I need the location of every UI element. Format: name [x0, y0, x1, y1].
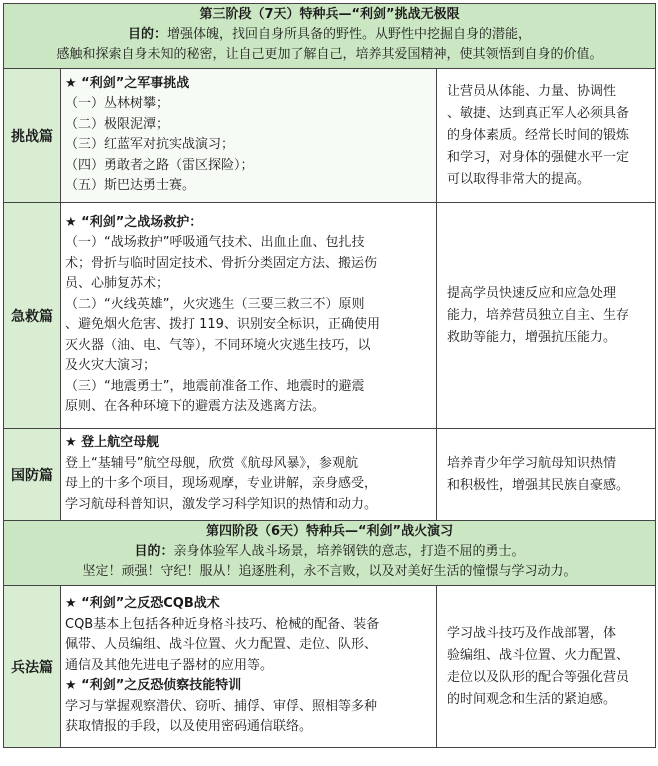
- list-item: （四）勇敢者之路（雷区探险）；: [65, 157, 254, 173]
- desc-line: 的时间观念和生活的紧迫感。: [447, 691, 617, 707]
- stage3-header-row: [4, 4, 656, 69]
- stage3-goal-text-1: 增强体魄，找回自身所具备的野性。从野性中挖掘自身的潜能，: [167, 27, 532, 42]
- table-row: [4, 429, 656, 521]
- stage4-goal-label: 目的：: [134, 544, 174, 559]
- list-item: 学习与掌握观察潜伏、窃听、捕俘、审俘、照相等多种: [65, 698, 378, 714]
- list-item: 登上“基辅号”航空母舰，欣赏《航母风暴》，参观航: [65, 455, 358, 471]
- first-aid-heading: ★ “利剑”之战场救护：: [65, 214, 203, 230]
- list-item: 佩带、人员编组、战斗位置、火力配置、走位、队形、: [65, 637, 378, 653]
- desc-line: 和积极性，增强其民族自豪感。: [447, 477, 630, 493]
- tactics-content: [61, 586, 437, 748]
- stage4-title: 第四阶段（6天）特种兵—“利剑”战火演习: [205, 524, 454, 539]
- desc-line: 走位以及队形的配合等强化营员: [447, 669, 630, 685]
- desc-line: 、敏捷、达到真正军人必须具备: [447, 105, 630, 121]
- stage3-goal-label: 目的：: [127, 27, 167, 42]
- list-item: 通信及其他先进电子器材的应用等。: [65, 657, 274, 673]
- list-item: （一）“战场救护”呼吸通气技术、出血止血、包扎技: [65, 235, 365, 250]
- table-row: [4, 69, 656, 203]
- list-item: 、避免烟火危害、拨打 119、识别安全标识，正确使用: [65, 317, 380, 332]
- stage4-header: [4, 521, 656, 586]
- table-row: [4, 586, 656, 748]
- challenge-heading: ★ “利剑”之军事挑战: [65, 75, 190, 91]
- list-item: 术；骨折与临时固定技术、骨折分类固定方法、搬运伤: [65, 255, 378, 271]
- camp-schedule-table: [3, 3, 656, 748]
- desc-line: 的身体素质。经常长时间的锻炼: [447, 127, 630, 143]
- recon-heading: ★ “利剑”之反恐侦察技能特训: [65, 678, 242, 694]
- row-label-tactics: 兵法篇: [4, 586, 61, 748]
- national-defense-heading: ★ 登上航空母舰: [65, 435, 160, 450]
- desc-line: 和学习，对身体的强健水平一定: [447, 149, 630, 165]
- row-label-first-aid: 急救篇: [4, 203, 61, 429]
- national-defense-description: [437, 429, 656, 521]
- challenge-description: [437, 69, 656, 203]
- list-item: （二）极限泥潭；: [65, 116, 170, 132]
- national-defense-content: [61, 429, 437, 521]
- stage4-goal-line-2: 坚定！顽强！守纪！服从！追逐胜利，永不言败，以及对美好生活的憧憬与学习动力。: [82, 564, 577, 579]
- list-item: 母上的十多个项目，现场观摩，专业讲解，亲身感受，: [65, 476, 378, 491]
- first-aid-content: [61, 203, 437, 429]
- desc-line: 让营员从体能、力量、协调性: [447, 83, 617, 99]
- desc-line: 培养青少年学习航母知识热情: [447, 455, 617, 471]
- list-item: （五）斯巴达勇士赛。: [65, 178, 196, 193]
- list-item: （一）丛林树攀；: [65, 96, 170, 111]
- desc-line: 验编组、战斗位置、火力配置、: [447, 647, 630, 663]
- list-item: （二）“火线英雄”，火灾逃生（三要三救三不）原则: [65, 296, 365, 312]
- desc-line: 学习战斗技巧及作战部署，体: [447, 625, 617, 641]
- row-label-national-defense: 国防篇: [4, 429, 61, 521]
- list-item: 及火灾大演习；: [65, 358, 157, 373]
- cqb-heading: ★ “利剑”之反恐CQB战术: [65, 596, 220, 612]
- list-item: （三）红蓝军对抗实战演习；: [65, 137, 235, 152]
- list-item: 学习航母科普知识，激发学习科学知识的热情和动力。: [65, 496, 378, 512]
- tactics-description: [437, 586, 656, 748]
- row-label-challenge: 挑战篇: [4, 69, 61, 203]
- stage4-header-row: [4, 521, 656, 586]
- challenge-content: [61, 69, 437, 203]
- desc-line: 能力，培养营员独立自主、生存: [447, 307, 630, 323]
- list-item: 员、心肺复苏术；: [65, 276, 170, 291]
- desc-line: 提高学员快速反应和应急处理: [447, 285, 617, 301]
- stage3-header: [4, 4, 656, 69]
- list-item: （三）“地震勇士”，地震前准备工作、地震时的避震: [65, 378, 365, 394]
- stage4-goal-line-1: [8, 542, 651, 562]
- table-row: [4, 203, 656, 429]
- list-item: 获取情报的手段，以及使用密码通信联络。: [65, 719, 313, 735]
- stage3-goal-line-2: 感触和探索自身未知的秘密，让自己更加了解自己，培养其爱国精神，使其领悟到自身的价值。: [56, 47, 603, 62]
- stage4-goal-text-1: 亲身体验军人战斗场景，培养钢铁的意志，打造不屈的勇士。: [173, 544, 525, 559]
- list-item: CQB基本上包括各种近身格斗技巧、枪械的配备、装备: [65, 616, 380, 632]
- list-item: 原则、在各种环境下的避震方法及逃离方法。: [65, 399, 326, 414]
- stage3-goal-line-1: [8, 25, 651, 45]
- first-aid-description: [437, 203, 656, 429]
- list-item: 灭火器（油、电、气等），不同环境火灾逃生技巧，以: [65, 337, 371, 353]
- desc-line: 救助等能力，增强抗压能力。: [447, 329, 617, 345]
- desc-line: 可以取得非常大的提高。: [447, 171, 591, 187]
- stage3-title: 第三阶段（7天）特种兵—“利剑”挑战无极限: [199, 7, 460, 22]
